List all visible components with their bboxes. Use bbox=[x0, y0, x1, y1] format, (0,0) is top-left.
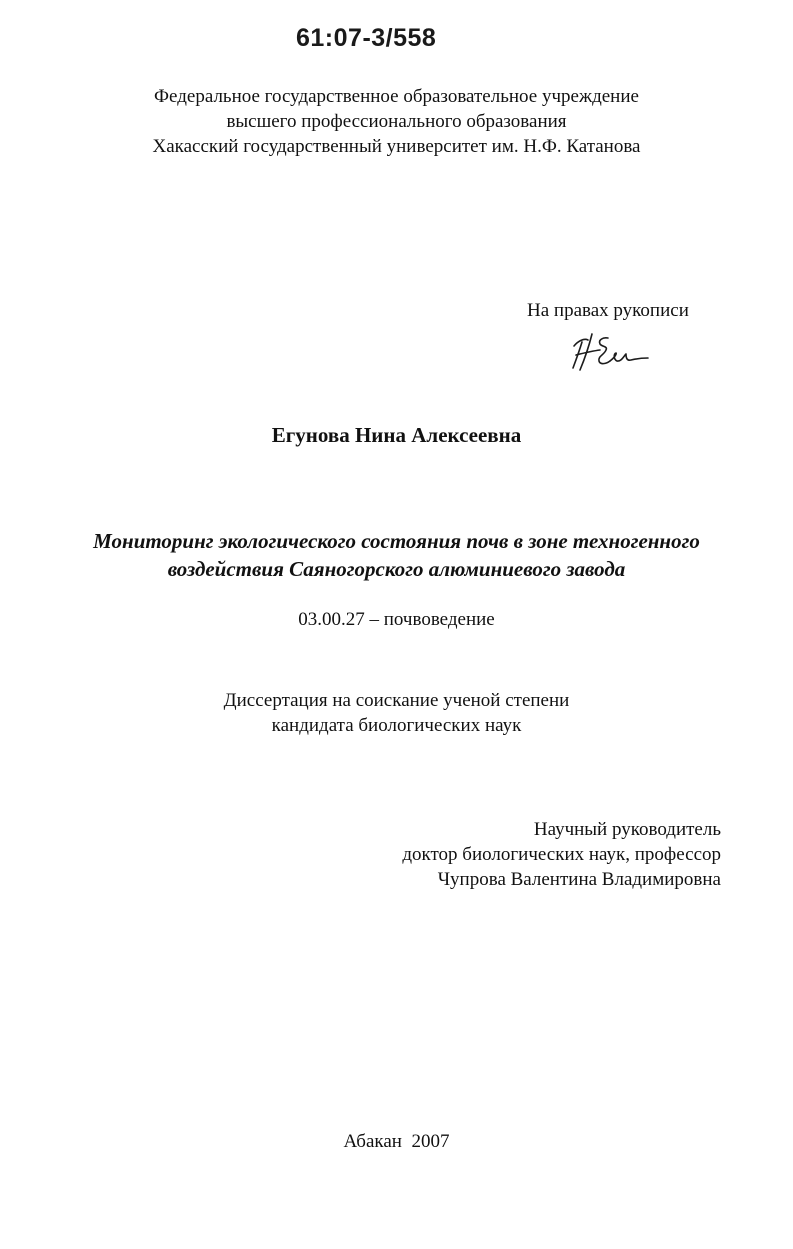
degree-block bbox=[0, 688, 793, 738]
degree-line-2: кандидата биологических наук bbox=[271, 715, 522, 736]
supervisor-line-1: Научный руководитель bbox=[533, 819, 721, 840]
supervisor-line-3: Чупрова Валентина Владимировна bbox=[437, 869, 721, 890]
title-line-1: Мониторинг экологического состояния почв в зоне техногенного bbox=[93, 529, 700, 553]
title-line-2: воздействия Саяногорского алюминиевого завода bbox=[167, 557, 626, 581]
library-stamp-code: 61:07-3/558 bbox=[296, 24, 437, 52]
institution-line-1: Федеральное государственное образовательное учреждение bbox=[154, 86, 639, 107]
institution-block bbox=[0, 84, 793, 159]
supervisor-block bbox=[402, 817, 721, 892]
degree-line-1: Диссертация на соискание ученой степени bbox=[223, 690, 570, 711]
institution-line-2: высшего профессионального образования bbox=[226, 111, 567, 132]
specialty-code: 03.00.27 – почвоведение bbox=[298, 609, 495, 630]
institution-line-3: Хакасский государственный университет им. Н.Ф. Катанова bbox=[152, 136, 641, 157]
handwritten-signature bbox=[568, 328, 652, 374]
supervisor-line-2: доктор биологических наук, профессор bbox=[402, 844, 721, 865]
dissertation-title bbox=[0, 527, 793, 583]
manuscript-note: На правах рукописи bbox=[527, 300, 689, 321]
city-year: Абакан 2007 bbox=[343, 1131, 450, 1152]
author-name: Егунова Нина Алексеевна bbox=[271, 423, 522, 447]
